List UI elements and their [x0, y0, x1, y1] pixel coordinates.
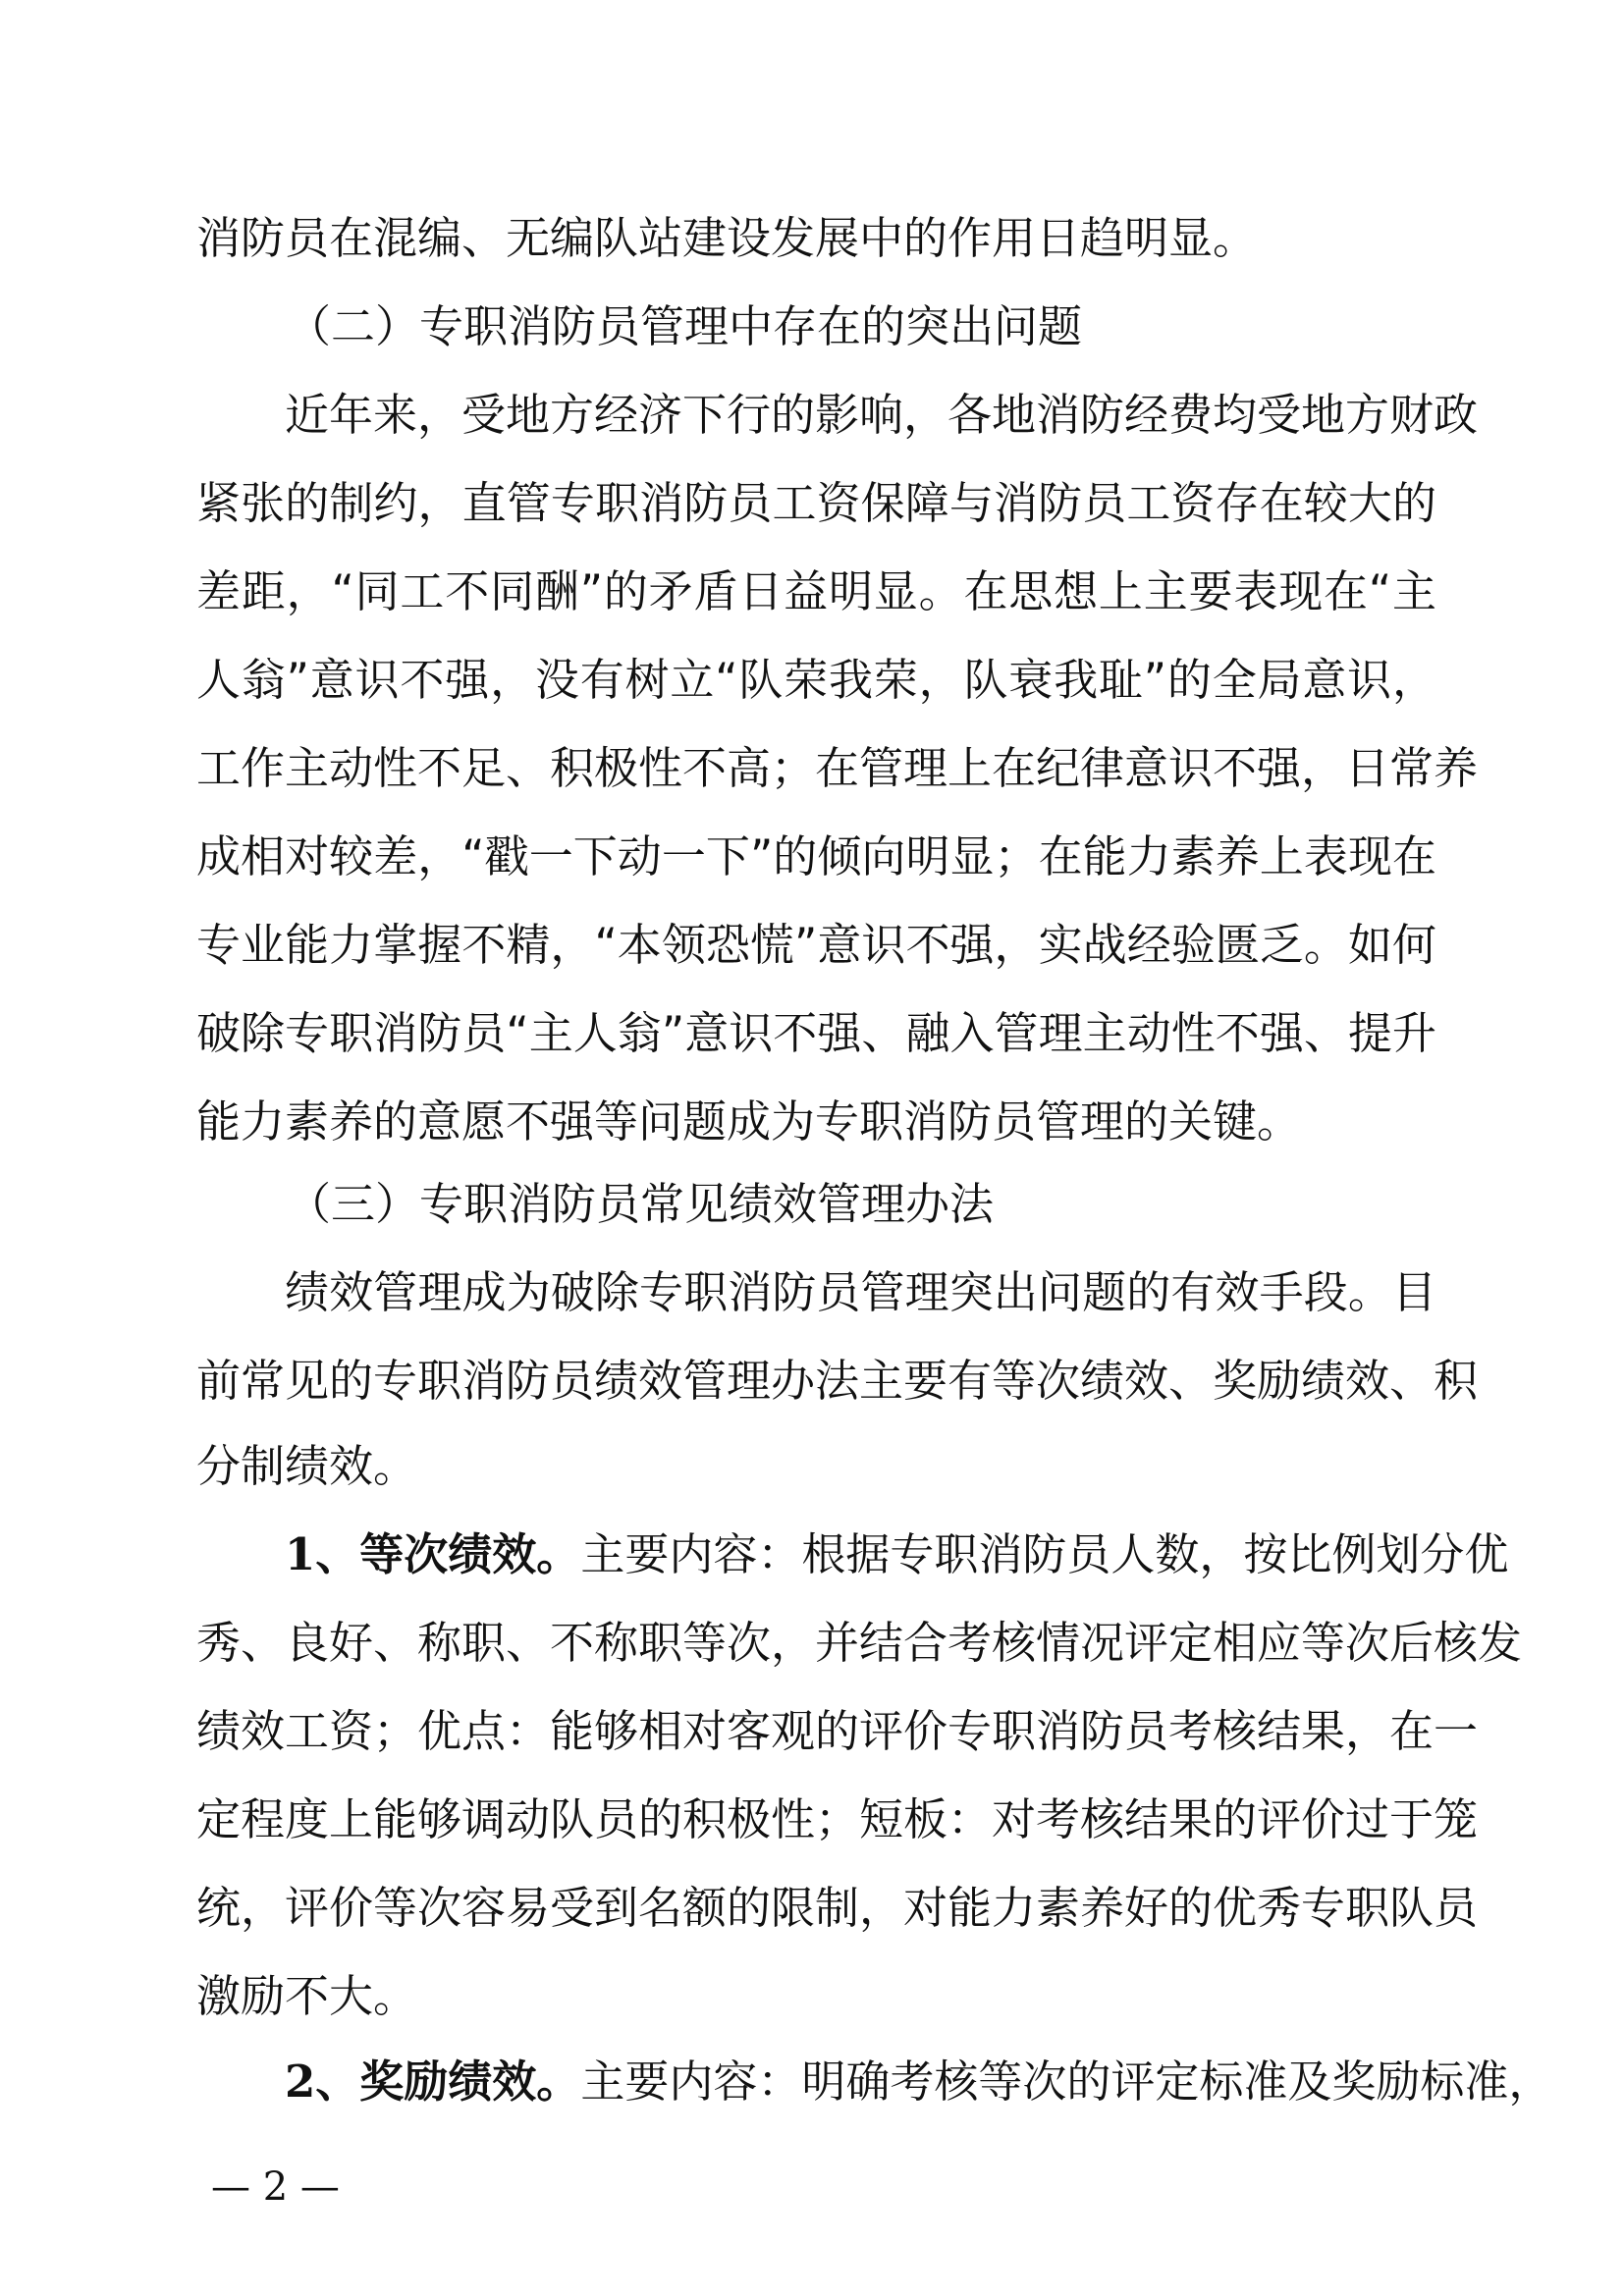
body-line: 绩效工资；优点：能够相对客观的评价专职消防员考核结果，在一	[196, 1705, 1479, 1757]
body-text: 主要内容：根据专职消防员人数，按比例划分优	[580, 1528, 1509, 1580]
body-line: 能力素养的意愿不强等问题成为专职消防员管理的关键。	[196, 1095, 1302, 1148]
body-line: 成相对较差，“戳一下动一下”的倾向明显；在能力素养上表现在	[196, 830, 1436, 882]
body-line: 前常见的专职消防员绩效管理办法主要有等次绩效、奖励绩效、积	[196, 1355, 1479, 1407]
section-heading-3: （三）专职消防员常见绩效管理办法	[287, 1178, 995, 1230]
body-line: 人翁”意识不强，没有树立“队荣我荣，队衰我耻”的全局意识，	[196, 654, 1436, 706]
body-line: 工作主动性不足、积极性不高；在管理上在纪律意识不强，日常养	[196, 742, 1479, 794]
body-line: 激励不大。	[196, 1970, 418, 2022]
body-line: 定程度上能够调动队员的积极性；短板：对考核结果的评价过于笼	[196, 1793, 1479, 1845]
item-1-lead: 1、等次绩效。	[285, 1528, 581, 1580]
section-heading-2: （二）专职消防员管理中存在的突出问题	[287, 300, 1083, 352]
body-line: 近年来，受地方经济下行的影响，各地消防经费均受地方财政	[285, 389, 1479, 441]
item-2-lead: 2、奖励绩效。	[285, 2056, 581, 2108]
body-line: 分制绩效。	[196, 1440, 418, 1492]
page-number: — 2 —	[211, 2164, 340, 2210]
body-text: 主要内容：明确考核等次的评定标准及奖励标准，	[580, 2056, 1553, 2108]
body-line: 差距，“同工不同酬”的矛盾日益明显。在思想上主要表现在“主	[196, 565, 1436, 617]
body-line: 专业能力掌握不精，“本领恐慌”意识不强，实战经验匮乏。如何	[196, 919, 1436, 971]
body-line: 统，评价等次容易受到名额的限制，对能力素养好的优秀专职队员	[196, 1882, 1479, 1934]
body-line: 秀、良好、称职、不称职等次，并结合考核情况评定相应等次后核发	[196, 1617, 1523, 1669]
body-line: 破除专职消防员“主人翁”意识不强、融入管理主动性不强、提升	[196, 1007, 1436, 1059]
item-1-first-line	[285, 1525, 1509, 1584]
body-line: 紧张的制约，直管专职消防员工资保障与消防员工资存在较大的	[196, 477, 1436, 529]
item-2-first-line	[285, 2053, 1553, 2111]
body-line: 消防员在混编、无编队站建设发展中的作用日趋明显。	[196, 212, 1258, 264]
body-line: 绩效管理成为破除专职消防员管理突出问题的有效手段。目	[285, 1266, 1436, 1318]
